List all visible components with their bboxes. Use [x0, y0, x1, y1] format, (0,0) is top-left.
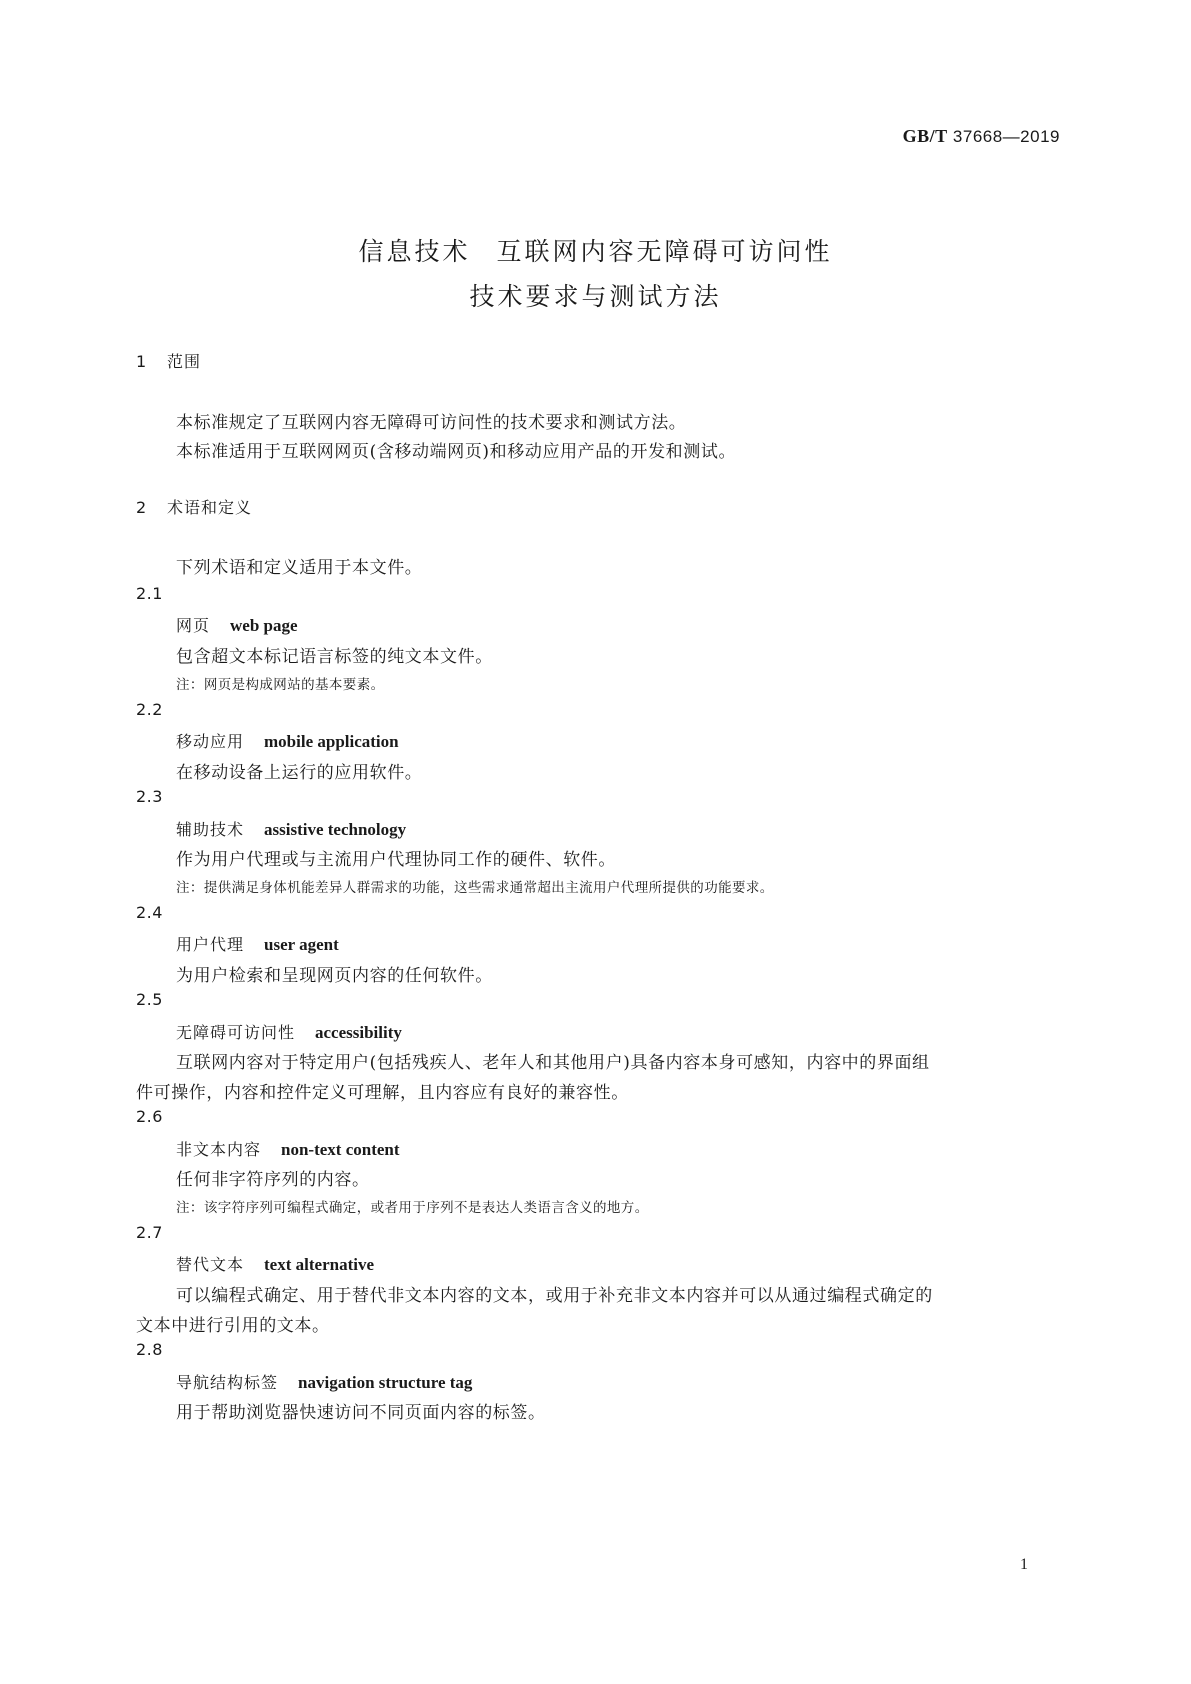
- term-note: [176, 1196, 649, 1216]
- section-title: 范围: [167, 352, 202, 371]
- term-entry: [176, 1020, 402, 1043]
- clause-number: 2.1: [136, 584, 163, 603]
- term-zh: 移动应用: [176, 732, 245, 751]
- term-en: user agent: [264, 935, 339, 954]
- title-part2: 互联网内容无障碍可访问性: [496, 237, 833, 266]
- paragraph: 本标准规定了互联网内容无障碍可访问性的技术要求和测试方法。: [176, 413, 687, 433]
- term-definition: 为用户检索和呈现网页内容的任何软件。: [176, 966, 493, 986]
- clause-number: 2.2: [136, 700, 163, 719]
- note-label: 注：: [176, 1200, 204, 1216]
- paragraph: 下列术语和定义适用于本文件。: [176, 558, 423, 578]
- term-entry: [176, 1370, 472, 1393]
- term-entry: [176, 932, 339, 955]
- note-label: 注：: [176, 880, 204, 896]
- paragraph: 本标准适用于互联网网页(含移动端网页)和移动应用产品的开发和测试。: [176, 442, 737, 462]
- clause-number: 2.5: [136, 990, 163, 1009]
- term-definition: 任何非字符序列的内容。: [176, 1170, 370, 1190]
- term-note: [176, 673, 385, 693]
- term-definition: 件可操作，内容和控件定义可理解，且内容应有良好的兼容性。: [136, 1083, 629, 1103]
- term-zh: 无障碍可访问性: [176, 1023, 296, 1042]
- document-title-line1: [0, 232, 1191, 268]
- term-en: accessibility: [315, 1023, 402, 1042]
- title-part1: 信息技术: [358, 237, 471, 266]
- standard-code: [780, 126, 1060, 147]
- term-zh: 非文本内容: [176, 1140, 262, 1159]
- clause-number: 2.6: [136, 1107, 163, 1126]
- note-text: 网页是构成网站的基本要素。: [203, 677, 385, 693]
- term-en: mobile application: [264, 732, 399, 751]
- term-en: navigation structure tag: [298, 1373, 473, 1392]
- page-number: 1: [1020, 1556, 1028, 1573]
- term-definition: 可以编程式确定、用于替代非文本内容的文本，或用于补充非文本内容并可以从通过编程式确定的: [176, 1286, 933, 1306]
- section-number: 1: [136, 352, 148, 371]
- term-entry: [176, 729, 399, 752]
- standard-number: 37668—2019: [952, 127, 1060, 146]
- term-en: text alternative: [264, 1255, 374, 1274]
- standard-prefix: GB/T: [902, 126, 948, 146]
- section-title: 术语和定义: [167, 498, 253, 517]
- clause-number: 2.7: [136, 1223, 163, 1242]
- note-text: 提供满足身体机能差异人群需求的功能，这些需求通常超出主流用户代理所提供的功能要求。: [203, 880, 774, 896]
- term-zh: 用户代理: [176, 935, 245, 954]
- term-entry: [176, 613, 298, 636]
- term-zh: 辅助技术: [176, 820, 245, 839]
- term-note: [176, 876, 774, 896]
- clause-number: 2.3: [136, 787, 163, 806]
- term-definition: 互联网内容对于特定用户(包括残疾人、老年人和其他用户)具备内容本身可感知，内容中的界面组: [176, 1053, 930, 1073]
- section-heading-terms: [136, 495, 252, 518]
- term-zh: 替代文本: [176, 1255, 245, 1274]
- section-heading-scope: [136, 349, 201, 372]
- term-definition: 用于帮助浏览器快速访问不同页面内容的标签。: [176, 1403, 546, 1423]
- term-entry: [176, 1252, 374, 1275]
- note-text: 该字符序列可编程式确定，或者用于序列不是表达人类语言含义的地方。: [203, 1200, 649, 1216]
- term-en: assistive technology: [264, 820, 407, 839]
- document-title-line2: 技术要求与测试方法: [469, 282, 722, 311]
- term-zh: 导航结构标签: [176, 1373, 279, 1392]
- term-en: non-text content: [281, 1140, 400, 1159]
- term-definition: 文本中进行引用的文本。: [136, 1316, 330, 1336]
- clause-number: 2.4: [136, 903, 163, 922]
- term-definition: 在移动设备上运行的应用软件。: [176, 763, 423, 783]
- term-entry: [176, 817, 406, 840]
- term-definition: 作为用户代理或与主流用户代理协同工作的硬件、软件。: [176, 850, 616, 870]
- term-definition: 包含超文本标记语言标签的纯文本文件。: [176, 647, 493, 667]
- term-zh: 网页: [176, 616, 211, 635]
- term-entry: [176, 1137, 400, 1160]
- section-number: 2: [136, 498, 148, 517]
- term-en: web page: [230, 616, 298, 635]
- note-label: 注：: [176, 677, 204, 693]
- clause-number: 2.8: [136, 1340, 163, 1359]
